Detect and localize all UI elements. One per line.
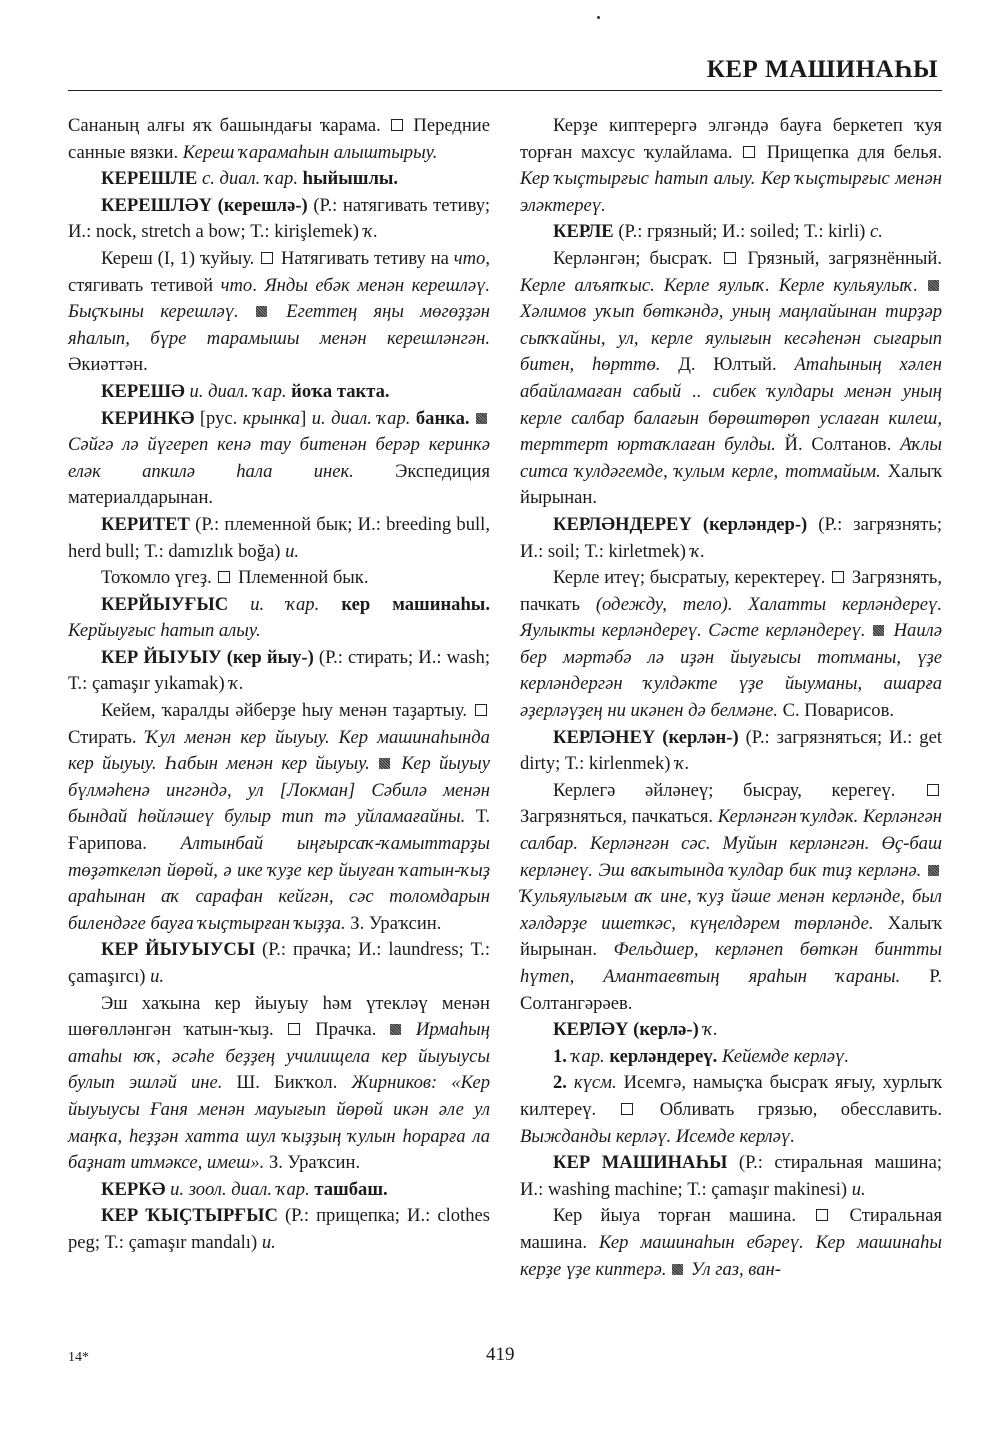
example-marker-icon [256,306,267,317]
headword-text: КЕРИТЕТ [101,513,190,535]
right-column-paragraph [520,1203,942,1283]
example-marker-icon [672,1264,683,1275]
example-marker-icon [928,280,939,291]
body-text [866,620,873,641]
body-text: Керле итеү; бысратыу, керектереү. [553,567,831,589]
body-text: (Р.: грязный; И.: soiled; Т.: kirli) [613,221,870,243]
body-text: (Р.: загрязняться; И.: get dirty; Т.: kirlenmek) [520,726,942,775]
body-text: (Р.: прищепка; И.: clothes peg; Т.: çamaşır mandalı) [68,1205,490,1253]
body-text: З. Ураҡсин. [345,912,442,934]
body-text: Р. Солтангәрәев. [520,966,942,1014]
headword-text: КЕРЛӘНДЕРЕҮ (керләндер-) [553,513,808,535]
italic-text: ҡар. [571,1045,605,1067]
headword-text: КЕР ЙЫУЫУ (кер йыу-) [101,646,314,668]
body-text [667,1259,672,1280]
left-column-paragraph [68,937,490,990]
left-column-paragraph [68,406,490,512]
translation-marker-icon [218,571,230,583]
italic-text: Кер машинаһын ебәреү. Кер машинаһы керҙе үҙе киптерә. [520,1231,942,1280]
body-text [239,301,255,322]
body-text: Й. Солтанов. [775,434,901,456]
headword-text: КЕРЛЕ [553,221,614,243]
left-column-paragraph [68,512,490,565]
headword-text: йоҡа такта. [291,380,390,402]
italic-text: и. [261,1231,276,1253]
example-marker-icon [928,865,939,876]
italic-text: ҡ. [229,673,244,695]
body-text: (Р.: стирать; И.: wash; Т.: çamaşır yıkamak) [68,646,491,695]
italic-text: что [220,274,253,296]
translation-marker-icon [816,1209,828,1221]
body-text: Кейем, ҡаралды әйберҙе һыу менән таҙартыу. [101,700,473,722]
italic-text: Выжданды керләү. Исемде керләү. [520,1125,795,1147]
italic-text: Кереш ҡарамаһын алыштырыу. [182,141,438,163]
body-text: Загрязнять, пачкать [520,567,942,615]
right-column-paragraph [520,1070,942,1150]
italic-text: и. зоол. диал. ҡар. [170,1178,310,1200]
left-column-paragraph [68,698,490,937]
right-column [520,113,942,1283]
body-text: ] [300,407,312,429]
italic-text: Керйыуғыс һатып алыу. [68,620,261,642]
right-column-paragraph [520,725,942,778]
italic-text: Кейемде керләү. [721,1045,849,1067]
body-text: (Р.: прачка; И.: laundress; Т.: çamaşırcı) [68,939,490,987]
body-text: Кер йыуа торған машина. [553,1205,815,1227]
body-text: Керләнгән; бысраҡ. [553,247,722,269]
italic-text: Ул газ, ван- [686,1258,781,1280]
body-text: (Р.: племенной бык; И.: breeding bull, herd bull; Т.: damızlık boğa) [68,513,490,562]
body-text: Прищепка для белья. [758,141,942,163]
headword-text: КЕР ЙЫУЫУСЫ [101,939,256,961]
italic-text: Ҡул менән кер йыуыу. Кер машинаһында кер йыуыу. Һабын менән кер йыуыу. [68,726,490,775]
headword-text: һыйышлы. [302,168,399,190]
body-text [567,1072,574,1093]
body-text: . [252,274,265,296]
body-text: Сананың алғы яҡ башындағы ҡарама. [68,115,389,136]
body-text: , стягивать тетивой [68,247,490,296]
body-text: Халыҡ йырынан. [520,460,942,509]
body-text: Керлегә әйләнеү; бысрау, керегеү. [553,779,925,801]
headword-text: 1. [553,1045,567,1067]
headword-text: КЕРЙЫУҒЫС [101,593,229,615]
example-marker-icon [476,413,487,424]
body-text: Әкиәттән. [68,354,148,376]
translation-marker-icon [288,1023,300,1035]
italic-text: ҡ. [690,540,706,562]
right-column-paragraph [520,246,942,512]
headword-text: КЕРИНКӘ [101,407,195,429]
left-column-paragraph [68,991,490,1177]
translation-marker-icon [391,119,403,131]
right-column-paragraph [520,778,942,1017]
translation-marker-icon [743,146,755,158]
left-column-paragraph [68,246,490,379]
signature-mark: 14* [68,1350,89,1365]
body-text: Тоҡомло үгеҙ. [101,567,217,589]
right-column-paragraph [520,565,942,725]
body-text [470,408,475,429]
body-text: Д. Юлтый. [660,354,795,376]
left-column-paragraph [68,592,490,645]
body-text: Кереш (I, 1) ҡуйыу. [101,247,260,269]
italic-text: Керле алъяпҡыс. Керле яулыҡ. Керле кульяулыҡ. [520,274,918,296]
italic-text: Ҡульяулығым аҡ ине, ҡуҙ йәше менән керләнде, был хәлдәрҙе ишеткәс, күңелдәрем төрләнде. [520,886,942,934]
italic-text: Сәйгә лә йүгереп кенә тау битенән берәр керинкә еләк апкилә һала инек. [68,434,490,482]
body-text: С. Поварисов. [777,700,895,722]
left-column-paragraph [68,1203,490,1256]
left-column [68,113,490,1257]
right-column-paragraph [520,1017,942,1044]
left-column-paragraph [68,379,490,406]
scan-speck [597,16,600,19]
left-column-paragraph [68,1177,490,1204]
body-text: Стиральная машина. [520,1205,943,1253]
italic-text: и. [285,540,300,562]
left-column-paragraph [68,565,490,592]
body-text [918,275,927,296]
body-text: Ш. Бикҡол. [222,1072,352,1094]
italic-text: с. [869,221,883,243]
headword-text: КЕРЛӘҮ (керлә-) [553,1019,699,1041]
headword-text: КЕР ҠЫҪТЫРҒЫС [101,1205,278,1227]
right-column-paragraph [520,219,942,246]
body-text: Прачка. [302,1019,389,1041]
body-text: Племенной бык. [233,567,369,589]
body-text: Загрязняться, пачкаться. [520,806,718,828]
headword-text: КЕРЕШӘ [101,380,185,402]
italic-text: Халатты керләндереү. Яулыкты керләндереү. Сәсте керләндереү. [520,593,942,642]
body-text: [рус. [194,407,243,429]
italic-text: Хәлимов уҡып бөткәндә, уның маңлайынан тирҙәр сыҡҡайны, ул, керле яулығын кесәһенән сығарып битен, һөрттө. [520,301,942,376]
body-text: Натягивать тетиву на [276,247,454,269]
italic-text: и. диал. ҡар. [311,407,411,429]
left-column-paragraph [68,193,490,246]
italic-text: крынка [242,407,301,429]
example-marker-icon [873,625,884,636]
italic-text: ҡ. [703,1019,718,1041]
body-text: Эш хаҡына кер йыуыу һәм үтекләү менән шөғөлләнгән ҡатын-ҡыҙ. [68,992,490,1041]
left-column-paragraph [68,113,490,166]
body-text: Исемгә, намыҫҡа бысраҡ яғыу, хурлыҡ килтереү. [520,1072,942,1120]
body-text [921,860,927,881]
body-text [370,753,378,774]
right-column-paragraph [520,1044,942,1071]
body-text [732,594,748,615]
body-text: Халыҡ йырынан. [520,912,942,961]
italic-text: и. [851,1178,866,1200]
body-text: (Р.: загрязнять; И.: soil; Т.: kirletmek) [520,513,942,562]
body-text: Стирать. [68,726,146,748]
translation-marker-icon [475,704,487,716]
translation-marker-icon [261,252,273,264]
body-text: Грязный, загрязнённый. [738,247,942,269]
body-text [228,594,250,615]
italic-text: Фельдшер, керләнеп бөткән бинтты һүтеп, Амантаевтың яраһын ҡараны. [520,939,942,987]
body-text: (Р.: натягивать тетиву; И.: nock, stretch a bow; Т.: kirişlemek) [68,194,490,243]
body-text: Обливать грязью, обесславить. [636,1098,942,1120]
headword-text: КЕРКӘ [101,1178,166,1200]
headword-text: КЕРЕШЛЕ [101,168,198,190]
body-text: (Р.: стиральная машина; И.: washing machine; Т.: çamaşır makinesi) [520,1152,943,1200]
left-column-paragraph [68,645,490,698]
italic-text: Атаһының хәлен абайламаған сабый .. сибек ҡулдары менән уның керле салбар балағын бөрөштөрөп услаған килеш, терттерт юртаҡлаған булды. [520,354,943,456]
italic-text: Керләнгән ҡулдәк. Керләнгән салбар. Керләнгән сәс. Муйын керләнгән. Өҫ-баш керләнеү. Эш ваҡытында ҡулдар бик тиҙ керләнә. [520,806,942,881]
running-head: КЕР МАШИНАҺЫ [706,56,938,83]
headword-text: КЕРЕШЛӘҮ (керешлә-) [101,194,308,216]
headword-text: банка. [415,407,470,429]
italic-text: Кер йыуыу бүлмәһенә ингәндә, ул [Локман] Сәбилә менән бындай һөйләшеү булыр тип тә уйламағайны. [68,753,490,828]
example-marker-icon [379,758,390,769]
italic-text: ҡ. [675,753,690,775]
right-column-paragraph [520,113,942,219]
body-text: Экспедиция материалдарынан. [68,460,490,509]
body-text: Передние санные вязки. [68,115,491,163]
italic-text: Егеттең яңы мөгөҙҙән яһалып, бүре тарамышы менән керешләнгән. [68,301,490,349]
italic-text: и. ҡар. [250,593,320,615]
headword-text: КЕР МАШИНАҺЫ [553,1152,728,1174]
right-column-paragraph [520,1150,942,1203]
italic-text: Янды ебәк менән керешләү. Быҫҡыны керешләү. [68,274,491,323]
body-text: Т. Ғарипова. [68,806,490,855]
translation-marker-icon [621,1103,633,1115]
italic-text: что [453,247,486,269]
italic-text: Ирмаһың атаһы юҡ, әсәһе беҙҙең училищела кер йыуыусы булып эшләй ине. [68,1019,490,1094]
italic-text: Алтынбай ыңғырсаҡ-ҡамыттарҙы төҙәткеләп йөрөй, ә ике ҡуҙе кер йыуған ҡатын-ҡыҙ араһынан аҡ сарафан кейгән, сәс толомдарын билендәге бауға ҡыҫтырған ҡыҙҙа. [68,833,490,934]
italic-text: Аҡлы ситса ҡулдәгемде, ҡулым керле, тотмайым. [520,434,942,482]
italic-text: Кер ҡыҫтырғыс һатып алыу. Кер ҡыҫтырғыс менән эләктереү. [520,168,942,216]
body-text: З. Ураҡсин. [264,1152,361,1174]
italic-text: ҡ. [363,221,379,243]
headword-text: керләндереү. [609,1045,718,1067]
left-column-paragraph [68,166,490,193]
translation-marker-icon [927,784,939,796]
translation-marker-icon [832,571,844,583]
right-column-paragraph [520,512,942,565]
headword-text: кер машинаһы. [341,593,490,615]
page-number: 419 [486,1344,515,1365]
italic-text: Наилә бер мәртәбә лә иҙән йыуғысы тотманы, үҙе керләндергән ҡулдәкте үҙе йыуманы, ашарға әҙерләүҙең ни икәнен дә белмәне. [520,620,943,722]
italic-text: күсм. [573,1072,617,1094]
translation-marker-icon [724,252,736,264]
italic-text: с. диал. ҡар. [201,168,298,190]
body-text: Керҙе киптерергә элгәндә бауға беркетеп ҡуя торған махсус ҡулайлама. [520,115,942,163]
header-rule [68,90,942,91]
italic-text: Жирников: «Кер йыуыусы Ғаня менән мауығып йөрөй икән әле ул маңҡа, һеҙҙән хатта шул ҡыҙҙың ҡулын һорарға ла баҙнат итмәксе, имеш». [68,1072,491,1174]
italic-text: и. диал. ҡар. [189,380,287,402]
headword-text: ташбаш. [314,1178,388,1200]
headword-text: 2. [553,1072,567,1094]
italic-text: (одежду, тело). [595,593,733,615]
italic-text: и. [150,966,165,987]
headword-text: КЕРЛӘНЕҮ (керлән-) [553,726,739,748]
example-marker-icon [390,1024,401,1035]
body-text [319,594,341,615]
